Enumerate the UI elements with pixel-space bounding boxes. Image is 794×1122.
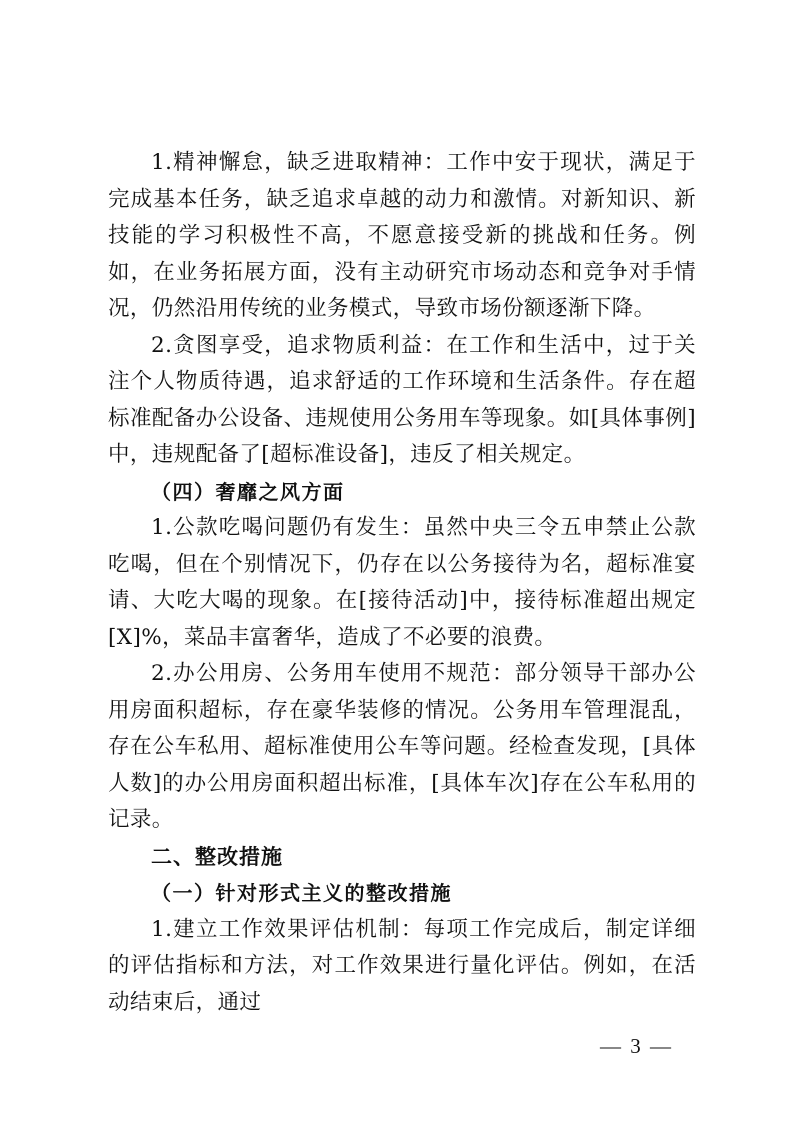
- section-heading-rectification: 二、整改措施: [151, 844, 283, 869]
- paragraph-pursuit-of-comfort: 2.贪图享受，追求物质利益：在工作和生活中，过于关注个人物质待遇，追求舒适的工作环境和生活条件。存在超标准配备办公设备、违规使用公务用车等现象。如[具体事例]中，违规配备了[超标准设备]，违反了相关规定。: [108, 332, 696, 467]
- document-body: [108, 145, 696, 1021]
- page-number: — 3 —: [600, 1034, 673, 1058]
- paragraph-evaluation-mechanism: 1.建立工作效果评估机制：每项工作完成后，制定详细的评估指标和方法，对工作效果进行量化评估。例如，在活动结束后，通过: [108, 916, 696, 1015]
- subheading-formalism-measures: （一）针对形式主义的整改措施: [151, 881, 452, 905]
- paragraph-public-banquets: 1.公款吃喝问题仍有发生：虽然中央三令五申禁止公款吃喝，但在个别情况下，仍存在以公务接待为名，超标准宴请、大吃大喝的现象。在[接待活动]中，接待标准超出规定[X]%，菜品丰富奢华，造成了不必要的浪费。: [108, 515, 696, 650]
- subheading-extravagance: （四）奢靡之风方面: [151, 479, 345, 504]
- paragraph-mental-laxity: 1.精神懈怠，缺乏进取精神：工作中安于现状，满足于完成基本任务，缺乏追求卓越的动力和激情。对新知识、新技能的学习积极性不高，不愿意接受新的挑战和任务。例如，在业务拓展方面，没有主动研究市场动态和竞争对手情况，仍然沿用传统的业务模式，导致市场份额逐渐下降。: [108, 150, 696, 321]
- paragraph-office-and-vehicles: 2.办公用房、公务用车使用不规范：部分领导干部办公用房面积超标，存在豪华装修的情况。公务用车管理混乱，存在公车私用、超标准使用公车等问题。经检查发现，[具体人数]的办公用房面积超出标准，[具体车次]存在公车私用的记录。: [108, 661, 696, 832]
